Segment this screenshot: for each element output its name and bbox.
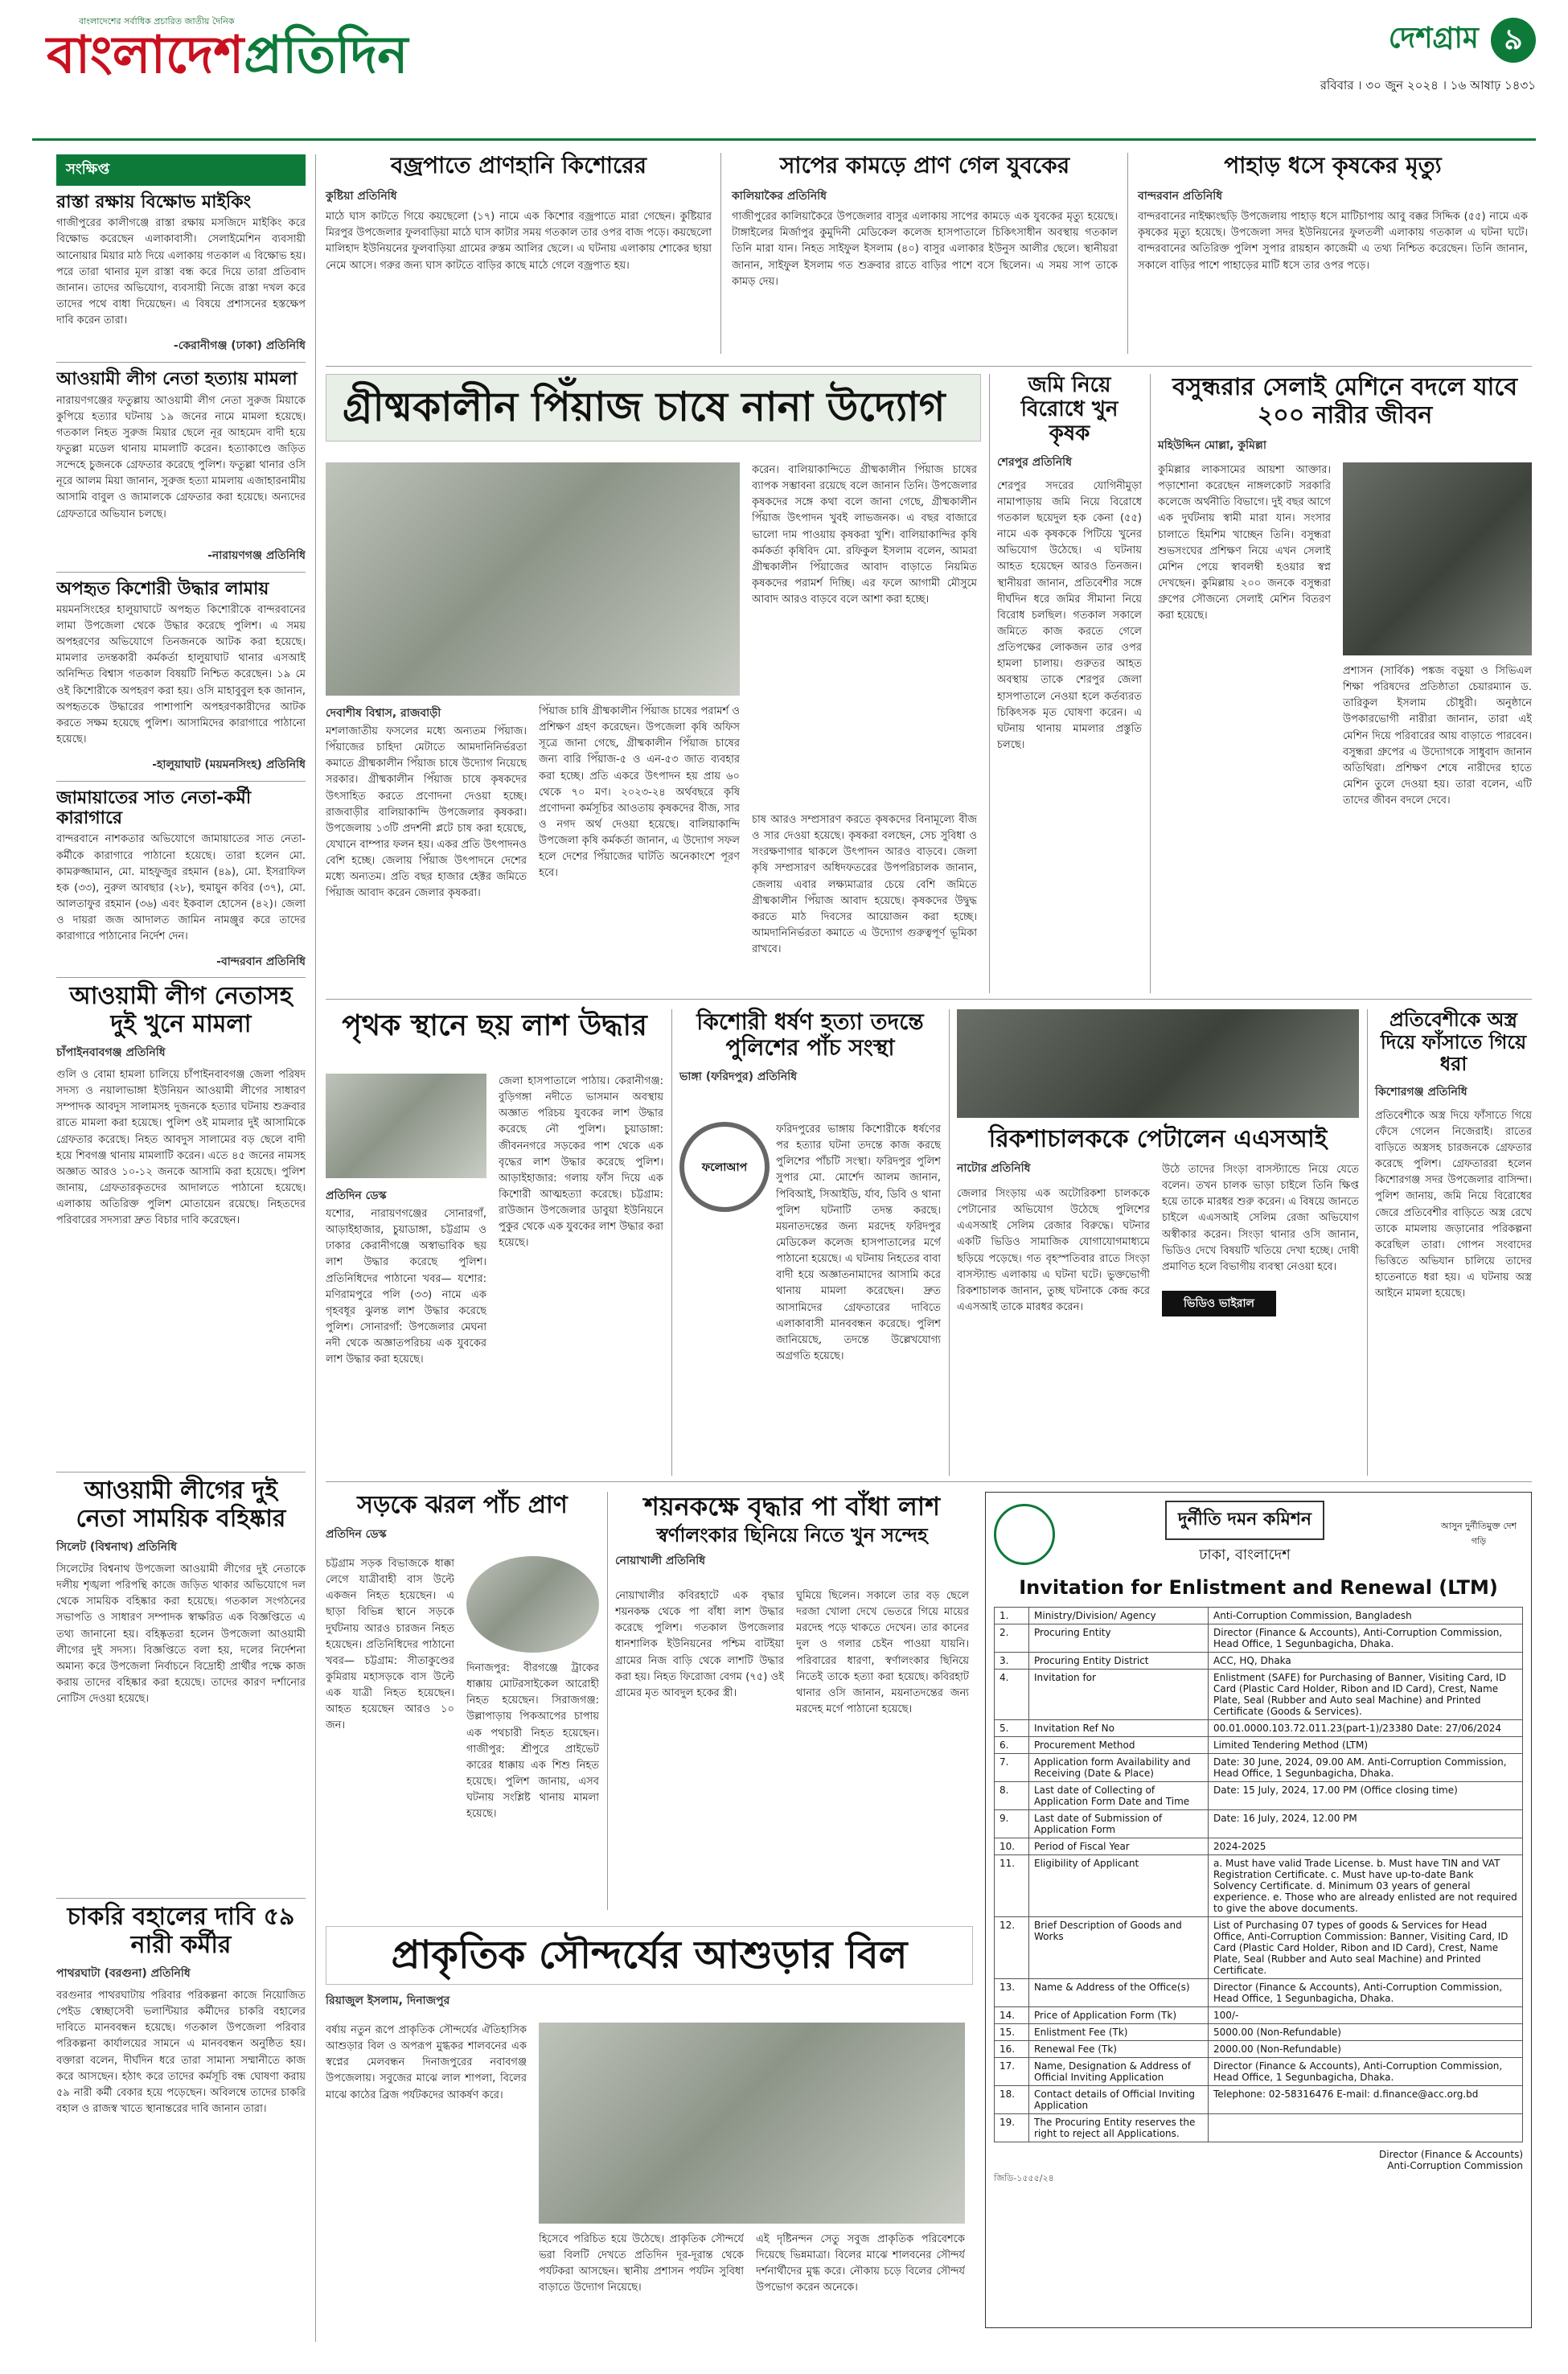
story-elderly-murder bbox=[615, 1492, 969, 1910]
story-byline: প্রতিদিন ডেস্ক bbox=[326, 1527, 387, 1541]
divider bbox=[326, 1481, 1532, 1482]
notice-row-number: 1. bbox=[995, 1608, 1029, 1624]
story-byline: ভাঙ্গা (ফরিদপুর) প্রতিনিধি bbox=[679, 1070, 798, 1084]
story-body-col1: বর্ষায় নতুন রূপে প্রাকৃতিক সৌন্দর্যের ঐতিহাসিক আশুড়ার বিল ও অপরূপ মুগ্ধকর শালবনের এক স্বপ্নের মেলবন্ধন দিনাজপুরের নবাবগঞ্জ উপজেলায়। সবুজের মাঝে লাল শাপলা, বিলের মাঝে কাঠের ব্রিজ পর্যটকদের আকর্ষণ করে। bbox=[326, 2024, 527, 2101]
notice-row bbox=[995, 1754, 1523, 1782]
story-land-dispute bbox=[997, 374, 1142, 993]
dateline: রবিবার । ৩০ জুন ২০২৪ । ১৬ আষাঢ় ১৪৩১ bbox=[1320, 78, 1536, 92]
notice-row-value: Date: 30 June, 2024, 09.00 AM. Anti-Corruption Commission, Head Office, 1 Segunbagicha, Dhaka. bbox=[1209, 1754, 1523, 1782]
story-road bbox=[326, 1492, 599, 1910]
notice-row-value: List of Purchasing 07 types of goods & Services for Head Office, Anti-Corruption Commission: Banner, Visiting Card, ID Card (Plastic Card Holder, Ribon and ID Card), Crest, Name Plate, Seal (Rubber and Auto seal Machine) and Printed Certificate. bbox=[1209, 1917, 1523, 1979]
story-byline: প্রতিদিন ডেস্ক bbox=[326, 1189, 387, 1202]
notice-motto: আসুন দুর্নীতিমুক্ত দেশ গড়ি bbox=[1440, 1521, 1517, 1546]
brief-item bbox=[56, 788, 306, 967]
story-body-col2: প্রশাসন (সার্বিক) পঙ্কজ বড়ুয়া ও সিভিএল শিক্ষা পরিষদের প্রতিষ্ঠাতা চেয়ারম্যান ড. তারিকুল ইসলাম চৌধুরী। অনুষ্ঠানে উপকারভোগী নারীরা জানান, তারা এই মেশিন দিয়ে পরিবারের আয় বাড়াতে পারবেন। বসুন্ধরা গ্রুপের এ উদ্যোগকে সাধুবাদ জানান অতিথিরা। প্রশিক্ষণ শেষে নারীদের হাতে মেশিন তুলে দেওয়া হয়। তারা বলেন, এটি তাদের জীবন বদলে দেবে। bbox=[1343, 665, 1532, 807]
lead-body-col4: চাষ আরও সম্প্রসারণ করতে কৃষকদের বিনামূল্যে বীজ ও সার দেওয়া হয়েছে। কৃষকরা বলছেন, সেচ সুবিধা ও সংরক্ষণাগার থাকলে উৎপাদন আরও বাড়বে। জেলা কৃষি সম্প্রসারণ অধিদফতরের উপপরিচালক জানান, জেলায় এবার লক্ষ্যমাত্রার চেয়ে বেশি জমিতে গ্রীষ্মকালীন পিঁয়াজ আবাদ হয়েছে। কৃষকদের উদ্বুদ্ধ করতে মাঠ দিবসের আয়োজন করা হচ্ছে। আমদানিনির্ভরতা কমাতে এ উদ্যোগ গুরুত্বপূর্ণ ভূমিকা রাখবে। bbox=[752, 814, 977, 956]
story-body-col1: জেলার সিংড়ায় এক অটোরিকশা চালককে পেটানোর অভিযোগ উঠেছে পুলিশের এএসআই সেলিম রেজার বিরুদ্ধে। ঘটনার একটি ভিডিও সামাজিক যোগাযোগমাধ্যমে ছড়িয়ে পড়েছে। গত বৃহস্পতিবার রাতে সিংড়া বাসস্ট্যান্ড এলাকায় এ ঘটনা ঘটে। ভুক্তভোগী রিকশাচালক জানান, তুচ্ছ ঘটনাকে কেন্দ্র করে এএসআই তাকে মারধর করেন। bbox=[957, 1188, 1150, 1313]
story-title[interactable]: সাপের কামড়ে প্রাণ গেল যুবকের bbox=[779, 152, 1070, 179]
notice-row bbox=[995, 1624, 1523, 1653]
story-title[interactable]: পাহাড় ধসে কৃষকের মৃত্যু bbox=[1224, 152, 1442, 179]
sewing-photo bbox=[1343, 462, 1532, 655]
notice-row-label: Name, Designation & Address of Official Inviting Application bbox=[1029, 2058, 1209, 2086]
notice-row-number: 14. bbox=[995, 2007, 1029, 2024]
lead-photo bbox=[326, 462, 740, 696]
notice-row bbox=[995, 2058, 1523, 2086]
brief-body: ময়মনসিংহের হালুয়াঘাটে অপহৃত কিশোরীকে বান্দরবানের লামা উপজেলা থেকে উদ্ধার করেছে পুলিশ। এ সময় অপহরণের অভিযোগে তিনজনকে আটক করা হয়েছে। মামলার তদন্তকারী কর্মকর্তা হালুয়াঘাট থানার এসআই অনিন্দিত বিশ্বাস গতকাল বিষয়টি নিশ্চিত করেছেন। ১৯ মে ওই কিশোরীকে অপহরণ করা হয়। ওসি মাহাবুবুল হক জানান, অপহৃতকে উদ্ধারের পাশাপাশি অপহরণকারীদের আটক করতে সক্ষম হয়েছে পুলিশ। আসামিদের কারাগারে পাঠানো হয়েছে। bbox=[56, 603, 306, 746]
notice-row-value: Director (Finance & Accounts), Anti-Corruption Commission, Head Office, 1 Segunbagicha, Dhaka. bbox=[1209, 2058, 1523, 2086]
notice-row-label: Renewal Fee (Tk) bbox=[1029, 2041, 1209, 2058]
story-subtitle: স্বর্ণালংকার ছিনিয়ে নিতে খুন সন্দেহ bbox=[656, 1523, 928, 1546]
notice-row-label: Period of Fiscal Year bbox=[1029, 1838, 1209, 1855]
notice-row bbox=[995, 1782, 1523, 1810]
sidebar-briefs bbox=[56, 154, 306, 967]
notice-row bbox=[995, 1737, 1523, 1754]
brief-body: গাজীপুরের কালীগঞ্জে রাস্তা রক্ষায় মসজিদে মাইকিং করে বিক্ষোভ করেছেন এলাকাবাসী। সেলাইমেশিন ব্যবসায়ী আনোয়ার মিয়ার মাঠ দিয়ে এলাকায় গতকাল এ বিক্ষোভ হয়। পরে তারা থানার মূল রাস্তা বন্ধ করে দিয়ে তারা প্রতিবাদ জানান। তাদের অভিযোগ, ব্যবসায়ী নিজে রাস্তা দখল করে তাদের পথে বাধা দিয়েছেন। এ বিষয়ে প্রশাসনের হস্তক্ষেপ দাবি করেন তারা। bbox=[56, 217, 306, 327]
notice-row-value: Enlistment (SAFE) for Purchasing of Banner, Visiting Card, ID Card (Plastic Card Holder, Ribon and ID Card), Crest, Name Plate, Seal (Rubber and Auto seal Machine) and Printed Certificate (Goods & Services). bbox=[1209, 1670, 1523, 1720]
signature-title: Director (Finance & Accounts) bbox=[1379, 2149, 1523, 2160]
story-title[interactable]: রিকশাচালককে পেটালেন এএসআই bbox=[988, 1125, 1328, 1153]
notice-row-number: 12. bbox=[995, 1917, 1029, 1979]
story-body: শেরপুর সদরের যোগিনীমুড়া নামাপাড়ায় জমি নিয়ে বিরোধে গতকাল ছয়েদুল হক কেনা (৫৫) নামে এক কৃষককে পিটিয়ে খুনের অভিযোগ উঠেছে। এ ঘটনায় আহত হয়েছেন আরও তিনজন। স্থানীয়রা জানান, প্রতিবেশীর সঙ্গে দীর্ঘদিন ধরে জমির সীমানা নিয়ে বিরোধ চলছিল। গতকাল সকালে জমিতে কাজ করতে গেলে প্রতিপক্ষের লোকজন তার ওপর হামলা চালায়। গুরুতর আহত অবস্থায় তাকে শেরপুর জেলা হাসপাতালে নেওয়া হলে কর্তব্যরত চিকিৎসক মৃত ঘোষণা করেন। এ ঘটনায় থানায় মামলার প্রস্তুতি চলছে। bbox=[997, 479, 1142, 751]
notice-row-value: 00.01.0000.103.72.011.23(part-1)/23380 Date: 27/06/2024 bbox=[1209, 1720, 1523, 1737]
notice-row bbox=[995, 1855, 1523, 1917]
beel-photo bbox=[539, 2023, 965, 2224]
notice-row-label: Enlistment Fee (Tk) bbox=[1029, 2024, 1209, 2041]
story-title[interactable]: পৃথক স্থানে ছয় লাশ উদ্ধার bbox=[342, 1009, 647, 1042]
column-rule bbox=[1150, 374, 1151, 993]
followup-label: ফলোআপ bbox=[699, 1160, 750, 1176]
brief-title[interactable]: জামায়াতের সাত নেতা-কর্মী কারাগারে bbox=[56, 787, 252, 829]
notice-row-label: Brief Description of Goods and Works bbox=[1029, 1917, 1209, 1979]
notice-row-value: 5000.00 (Non-Refundable) bbox=[1209, 2024, 1523, 2041]
page-number: ৯ bbox=[1491, 18, 1536, 63]
divider bbox=[56, 977, 306, 978]
story-body-col2: উঠে তাদের সিংড়া বাসস্ট্যান্ডে নিয়ে যেতে বলেন। তখন চালক ভাড়া চাইলে তিনি ক্ষিপ্ত হয়ে তাকে মারধর শুরু করেন। এ বিষয়ে জানতে চাইলে এএসআই সেলিম রেজা অভিযোগ অস্বীকার করেন। সিংড়া থানার ওসি জানান, ভিডিও দেখে বিষয়টি খতিয়ে দেখা হচ্ছে। দোষী প্রমাণিত হলে বিভাগীয় ব্যবস্থা নেওয়া হবে। bbox=[1162, 1164, 1359, 1273]
notice-row-value: ACC, HQ, Dhaka bbox=[1209, 1653, 1523, 1670]
notice-row bbox=[995, 1979, 1523, 2007]
notice-row-number: 11. bbox=[995, 1855, 1029, 1917]
notice-row-value: Date: 16 July, 2024, 12.00 PM bbox=[1209, 1810, 1523, 1838]
notice-row bbox=[995, 1810, 1523, 1838]
notice-row-label: Invitation for bbox=[1029, 1670, 1209, 1720]
notice-row-label: Procuring Entity District bbox=[1029, 1653, 1209, 1670]
lead-byline: দেবাশীষ বিশ্বাস, রাজবাড়ী bbox=[326, 707, 441, 720]
section-name: দেশগ্রাম bbox=[1388, 22, 1479, 55]
story-title[interactable]: আওয়ামী লীগের দুই নেতা সাময়িক বহিষ্কার bbox=[76, 1477, 286, 1533]
notice-row-value: Limited Tendering Method (LTM) bbox=[1209, 1737, 1523, 1754]
lead-body-col2: পিঁয়াজ চাষি গ্রীষ্মকালীন পিঁয়াজ চাষের পরামর্শ ও প্রশিক্ষণ গ্রহণ করেছেন। উপজেলা কৃষি অফিস সূত্রে জানা গেছে, গ্রীষ্মকালীন পিঁয়াজ চাষের জন্য বারি পিঁয়াজ-৫ ও এন-৫৩ জাত ব্যবহার করা হচ্ছে। প্রতি একরে উৎপাদন হয় প্রায় ৬০ থেকে ৭০ মণ। ২০২৩-২৪ অর্থবছরে কৃষি প্রণোদনা কর্মসূচির আওতায় কৃষকদের বীজ, সার ও নগদ অর্থ দেওয়া হয়েছে। বালিয়াকান্দি উপজেলা কৃষি কর্মকর্তা জানান, এ উদ্যোগ সফল হলে দেশের পিঁয়াজের ঘাটতি অনেকাংশে পূরণ হবে। bbox=[539, 705, 740, 880]
notice-row-value: Telephone: 02-58316476 E-mail: d.finance@acc.org.bd bbox=[1209, 2086, 1523, 2114]
notice-row-number: 17. bbox=[995, 2058, 1029, 2086]
divider bbox=[56, 1898, 306, 1899]
notice-row-label: Procurement Method bbox=[1029, 1737, 1209, 1754]
story-body: গুলি ও বোমা হামলা চালিয়ে চাঁপাইনবাবগঞ্জ জেলা পরিষদ সদস্য ও নয়ালাভাঙ্গা ইউনিয়ন আওয়ামী লীগের সাধারণ সম্পাদক আবদুস সালামসহ দুজনকে হত্যার ঘটনায় শুক্রবার রাতে মামলা করা হয়েছে। পুলিশ ওই মামলার দুই আসামিকে গ্রেফতার করেছে। নিহত আবদুস সালামের বড় ছেলে বাদী হয়ে শিবগঞ্জ থানায় মামলাটি করেন। এতে ৪৫ জনের নামসহ অজ্ঞাত আরও ১০-১২ জনকে আসামি করা হয়েছে। পুলিশ জানায়, গ্রেফতারকৃতদের আদালতে পাঠানো হয়েছে। এলাকায় অতিরিক্ত পুলিশ মোতায়েন রয়েছে। নিহতদের পরিবারের সদস্যরা দ্রুত বিচার দাবি করেছেন। bbox=[56, 1069, 306, 1227]
brief-body: বান্দরবানে নাশকতার অভিযোগে জামায়াতের সাত নেতা-কর্মীকে কারাগারে পাঠানো হয়েছে। তারা হলেন মো. কামরুজ্জামান, মো. মাহফুজুর রহমান (৪৯), মো. ইসরাফিল হক (৩৩), নুরুল আবছার (২৮), হুমায়ুন কবির (৩৭), মো. আলতাফুর রহমান (৩৬) এবং ইকবাল হোসেন (৪২)। জেলা ও দায়রা জজ আদালত জামিন নামঞ্জুর করে তাদের কারাগারে পাঠানোর নির্দেশ দেন। bbox=[56, 833, 306, 943]
story-title[interactable]: কিশোরী ধর্ষণ হত্যা তদন্তে পুলিশের পাঁচ সংস্থা bbox=[696, 1008, 924, 1062]
notice-row-value bbox=[1209, 2114, 1523, 2142]
notice-row bbox=[995, 1670, 1523, 1720]
story-byline: রিয়াজুল ইসলাম, দিনাজপুর bbox=[326, 1994, 450, 2008]
story-title[interactable]: প্রতিবেশীকে অস্ত্র দিয়ে ফাঁসাতে গিয়ে ধরা bbox=[1380, 1008, 1527, 1076]
notice-row-value: Anti-Corruption Commission, Bangladesh bbox=[1209, 1608, 1523, 1624]
notice-row-number: 7. bbox=[995, 1754, 1029, 1782]
story-body-col1: কুমিল্লার লাকসামের আয়শা আক্তার। পড়াশোনা করেছেন নাঙ্গলকোট সরকারি কলেজে অর্থনীতি বিভাগে। দুই বছর আগে এক দুর্ঘটনায় স্বামী মারা যান। সংসার চালাতে হিমশিম খাচ্ছেন তিনি। বসুন্ধরা শুভসংঘের প্রশিক্ষণ নিয়ে এখন সেলাই মেশিন পেয়ে স্বাবলম্বী হওয়ার স্বপ্ন দেখছেন। কুমিল্লায় ২০০ জনকে বসুন্ধরা গ্রুপের সৌজন্যে সেলাই মেশিন বিতরণ করা হয়েছে। bbox=[1158, 464, 1331, 622]
divider bbox=[326, 366, 1532, 367]
story-body: গাজীপুরের কালিয়াকৈরে উপজেলার বাসুর এলাকায় সাপের কামড়ে এক যুবকের মৃত্যু হয়েছে। টাঙ্গাইলের মির্জাপুর কুমুদিনী মেডিকেল কলেজ হাসপাতালে চিকিৎসাধীন অবস্থায় গতকাল তিনি মারা যান। নিহত সাইফুল ইসলাম (৪০) বাসুর এলাকার ইউনুস আলীর ছেলে। স্থানীয়রা জানান, সাইফুল ইসলাম গত শুক্রবার রাতে বাড়ির পাশে বসে ছিলেন। এ সময় সাপ তাকে কামড় দেয়। bbox=[732, 211, 1118, 288]
road-illustration bbox=[466, 1556, 599, 1653]
lead-title[interactable]: গ্রীষ্মকালীন পিঁয়াজ চাষে নানা উদ্যোগ bbox=[326, 374, 981, 442]
notice-row-number: 4. bbox=[995, 1670, 1029, 1720]
brief-byline: -নারায়ণগঞ্জ প্রতিনিধি bbox=[207, 548, 306, 562]
lead-body-col3: করেন। বালিয়াকান্দিতে গ্রীষ্মকালীন পিঁয়াজ চাষের ব্যাপক সম্ভাবনা রয়েছে বলে জানান তিনি। উপজেলার কৃষকদের সঙ্গে কথা বলে জানা গেছে, গ্রীষ্মকালীন পিঁয়াজ উৎপাদন খুবই লাভজনক। এ বছর বাজারে ভালো দাম পাওয়ায় কৃষকরা খুশি। বালিয়াকান্দির কৃষি কর্মকর্তা কৃষিবিদ মো. রফিকুল ইসলাম বলেন, আমরা গ্রীষ্মকালীন পিঁয়াজের আবাদ বাড়াতে নিয়মিত কৃষকদের পরামর্শ দিচ্ছি। এর ফলে আগামী মৌসুমে আবাদ আরও বাড়বে বলে আশা করা হচ্ছে। bbox=[752, 464, 977, 606]
story-photo bbox=[326, 1074, 486, 1178]
notice-table bbox=[994, 1607, 1523, 2142]
story-title[interactable]: বসুন্ধরার সেলাই মেশিনে বদলে যাবে ২০০ নারীর জীবন bbox=[1172, 373, 1518, 429]
column-rule bbox=[989, 374, 990, 993]
notice-org-bangla: দুর্নীতি দমন কমিশন bbox=[1165, 1501, 1324, 1540]
story-body-col2: জেলা হাসপাতালে পাঠায়। কেরানীগঞ্জ: বুড়িগঙ্গা নদীতে ভাসমান অবস্থায় অজ্ঞাত পরিচয় যুবকের লাশ উদ্ধার করেছে নৌ পুলিশ। চুয়াডাঙ্গা: জীবননগরে সড়কের পাশ থেকে এক বৃদ্ধের লাশ উদ্ধার করেছে পুলিশ। আড়াইহাজার: গলায় ফাঁস দিয়ে এক কিশোরী আত্মহত্যা করেছে। চট্টগ্রাম: রাউজান উপজেলার ডাবুয়া ইউনিয়নে পুকুর থেকে এক যুবকের লাশ উদ্ধার করা হয়েছে। bbox=[499, 1075, 663, 1250]
lead-body-col1: মশলাজাতীয় ফসলের মধ্যে অন্যতম পিঁয়াজ। পিঁয়াজের চাহিদা মেটাতে আমদানিনির্ভরতা কমাতে গ্রীষ্মকালীন পিঁয়াজ চাষে উদ্যোগ নিয়েছে সরকার। গ্রীষ্মকালীন পিঁয়াজ চাষে কৃষকদের উৎসাহিত করতে প্রণোদনা দেওয়া হচ্ছে। রাজবাড়ীর বালিয়াকান্দি উপজেলার কৃষকরা। উপজেলায় ১৩টি প্রদর্শনী প্লটে চাষ করা হয়েছে, যেখানে বাম্পার ফলন হয়। একর প্রতি উৎপাদনও বেশি হচ্ছে। জেলায় পিঁয়াজ উৎপাদনে দেশের মধ্যে অন্যতম। প্রতি বছর হাজার হেক্টর জমিতে পিঁয়াজ আবাদ করেন জেলার কৃষকরা। bbox=[326, 725, 527, 900]
story-title[interactable]: শয়নকক্ষে বৃদ্ধার পা বাঁধা লাশ bbox=[643, 1491, 941, 1522]
brief-item bbox=[56, 369, 306, 565]
brief-byline: -বান্দরবান প্রতিনিধি bbox=[216, 955, 306, 967]
story-sewing bbox=[1158, 374, 1532, 993]
story-body-col3: এই দৃষ্টিনন্দন সেতু সবুজ প্রাকৃতিক পরিবেশকে দিয়েছে ভিন্নমাত্রা। বিলের মাঝে শালবনের সৌন্দর্য দর্শনার্থীদের মুগ্ধ করে। নৌকায় চড়ে বিলের সৌন্দর্য উপভোগ করেন অনেকে। bbox=[756, 2233, 965, 2294]
notice-row-label: Contact details of Official Inviting Application bbox=[1029, 2086, 1209, 2114]
masthead-rule bbox=[32, 138, 1536, 141]
story-byline: বান্দরবান প্রতিনিধি bbox=[1138, 190, 1223, 203]
column-rule bbox=[1127, 153, 1128, 354]
story-byline: নাটোর প্রতিনিধি bbox=[957, 1161, 1031, 1175]
notice-row-number: 5. bbox=[995, 1720, 1029, 1737]
notice-row-label: Price of Application Form (Tk) bbox=[1029, 2007, 1209, 2024]
divider bbox=[56, 362, 306, 363]
notice-row-label: Name & Address of the Office(s) bbox=[1029, 1979, 1209, 2007]
column-rule bbox=[671, 1009, 672, 1476]
masthead-name bbox=[47, 26, 408, 85]
story-ashura-beel bbox=[326, 1926, 973, 2332]
masthead-name-part2: প্রতিদিন bbox=[244, 26, 408, 85]
story-body-col2: দিনাজপুর: বীরগঞ্জে ট্রাকের ধাক্কায় মোটরসাইকেল আরোহী নিহত হয়েছেন। সিরাজগঞ্জ: উল্লাপাড়ায় পিকআপের চাপায় এক পথচারী নিহত হয়েছেন। গাজীপুর: শ্রীপুরে প্রাইভেট কারের ধাক্কায় এক শিশু নিহত হয়েছে। পুলিশ জানায়, এসব ঘটনায় সংশ্লিষ্ট থানায় মামলা হয়েছে। bbox=[466, 1662, 599, 1821]
story-body: মাঠে ঘাস কাটতে গিয়ে কয়ছেলো (১৭) নামে এক কিশোর বজ্রপাতে মারা গেছেন। কুষ্টিয়ার মিরপুর উপজেলার ফুলবাড়িয়া মাঠে ঘাস কাটার সময় গতকাল তার ওপর বাজ পড়ে। কয়ছেলো মালিহাদ ইউনিয়নের ফুলবাড়িয়া গ্রামের রুস্তম আলির ছেলে। এ ঘটনায় এলাকায় শোকের ছায়া নেমে আসে। গরুর জন্য ঘাস কাটতে বাড়ির কাছে মাঠে গেলে বজ্রপাত হয়। bbox=[326, 211, 712, 272]
notice-row-value: a. Must have valid Trade License. b. Must have TIN and VAT Registration Certificate. c. Must have up-to-date Bank Solvency Certificate. d. Minimum 03 years of general experience. e. Those who are already enlisted are not required to give the above documents. bbox=[1209, 1855, 1523, 1917]
notice-row-value: Date: 15 July, 2024, 17.00 PM (Office closing time) bbox=[1209, 1782, 1523, 1810]
story-body: সিলেটের বিশ্বনাথ উপজেলা আওয়ামী লীগের দুই নেতাকে দলীয় শৃঙ্খলা পরিপন্থি কাজে জড়িত থাকার অভিযোগে দল থেকে সাময়িক বহিষ্কার করা হয়েছে। গতকাল সংগঠনের সভাপতি ও সাধারণ সম্পাদক স্বাক্ষরিত এক বিজ্ঞপ্তিতে এ তথ্য জানানো হয়। বহিষ্কৃতরা হলেন উপজেলা আওয়ামী লীগের দুই সদস্য। বিজ্ঞপ্তিতে বলা হয়, দলের নির্দেশনা অমান্য করে উপজেলা নির্বাচনে বিদ্রোহী প্রার্থীর পক্ষে কাজ করায় তাদের বহিষ্কার করা হয়েছে। তাদের কারণ দর্শানোর নোটিস দেওয়া হয়েছে। bbox=[56, 1563, 306, 1706]
story-photo bbox=[957, 1009, 1359, 1118]
story-lightning bbox=[326, 153, 712, 362]
story-title[interactable]: প্রাকৃতিক সৌন্দর্যের আশুড়ার বিল bbox=[326, 1926, 973, 1985]
notice-row-number: 15. bbox=[995, 2024, 1029, 2041]
story-byline: নোয়াখালী প্রতিনিধি bbox=[615, 1555, 706, 1568]
column-rule bbox=[1367, 1009, 1368, 1476]
story-body: ফরিদপুরের ভাঙ্গায় কিশোরীকে ধর্ষণের পর হত্যার ঘটনা তদন্তে কাজ করছে পুলিশের পাঁচটি সংস্থা। ফরিদপুর পুলিশ সুপার মো. মোর্শেদ আলম জানান, পিবিআই, সিআইডি, র্যাব, ডিবি ও থানা পুলিশ ঘটনাটি তদন্ত করছে। ময়নাতদন্তের জন্য মরদেহ ফরিদপুর মেডিকেল কলেজ হাসপাতালের মর্গে পাঠানো হয়েছে। এ ঘটনায় নিহতের বাবা বাদী হয়ে অজ্ঞাতনামাদের আসামি করে থানায় মামলা করেছেন। দ্রুত আসামিদের গ্রেফতারের দাবিতে এলাকাবাসী মানববন্ধন করেছে। পুলিশ জানিয়েছে, তদন্তে উল্লেখযোগ্য অগ্রগতি হয়েছে। bbox=[776, 1123, 941, 1362]
story-body: বরগুনার পাথরঘাটায় পরিবার পরিকল্পনা কাজে নিয়োজিত পেইড স্বেচ্ছাসেবী ভলান্টিয়ার কর্মীদের চাকরি বহালের দাবিতে মানববন্ধন হয়েছে। গতকাল উপজেলা পরিবার পরিকল্পনা কার্যালয়ের সামনে এ মানববন্ধন অনুষ্ঠিত হয়। বক্তারা বলেন, দীর্ঘদিন ধরে তারা সামান্য সম্মানীতে কাজ করে আসছেন। হঠাৎ করে তাদের কর্মসূচি বন্ধ ঘোষণা করায় ৫৯ নারী কর্মী বেকার হয়ে পড়েছেন। অবিলম্বে তাদের চাকরি বহাল ও রাজস্ব খাতে স্থানান্তরের দাবি জানান তারা। bbox=[56, 1990, 306, 2115]
brief-title[interactable]: রাস্তা রক্ষায় বিক্ষোভ মাইকিং bbox=[56, 192, 252, 212]
story-landslide bbox=[1138, 153, 1528, 362]
notice-row-label: Application form Availability and Receiving (Date & Place) bbox=[1029, 1754, 1209, 1782]
notice-row-number: 9. bbox=[995, 1810, 1029, 1838]
story-byline: শেরপুর প্রতিনিধি bbox=[997, 455, 1072, 469]
story-rape-case bbox=[679, 1009, 941, 1476]
story-byline: চাঁপাইনবাবগঞ্জ প্রতিনিধি bbox=[56, 1046, 166, 1059]
notice-row-label: Procuring Entity bbox=[1029, 1624, 1209, 1653]
signature-org: Anti-Corruption Commission bbox=[1387, 2160, 1523, 2171]
story-title[interactable]: চাকরি বহালের দাবি ৫৯ নারী কর্মীর bbox=[67, 1903, 295, 1959]
divider bbox=[56, 572, 306, 573]
column-rule bbox=[720, 153, 721, 354]
story-body: বান্দরবানের নাইক্ষ্যংছড়ি উপজেলায় পাহাড় ধসে মাটিচাপায় আবু বক্কর সিদ্দিক (৫৫) নামে এক কৃষকের মৃত্যু হয়েছে। উপজেলা সদর ইউনিয়নের ফুলতলী এলাকায় গতকাল এ ঘটনা ঘটে। বান্দরবানের অতিরিক্ত পুলিশ সুপার রায়হান কাজেমী এ তথ্য নিশ্চিত করেছেন। তিনি জানান, সকালে বাড়ির পাশে পাহাড়ের মাটি ধসে তার ওপর পড়ে। bbox=[1138, 211, 1528, 272]
brief-byline: -কেরানীগঞ্জ (ঢাকা) প্রতিনিধি bbox=[173, 339, 306, 353]
notice-row-number: 10. bbox=[995, 1838, 1029, 1855]
masthead-tagline: বাংলাদেশের সর্বাধিক প্রচারিত জাতীয় দৈনিক bbox=[79, 16, 235, 27]
story-title[interactable]: বজ্রপাতে প্রাণহানি কিশোরের bbox=[390, 152, 647, 179]
acc-seal-icon bbox=[994, 1504, 1055, 1565]
story-body: প্রতিবেশীকে অস্ত্র দিয়ে ফাঁসাতে গিয়ে ফেঁসে গেলেন নিজেরাই। রাতের বাড়িতে অস্ত্রসহ চারজনকে গ্রেফতার করেছে পুলিশ। গ্রেফতাররা হলেন কিশোরগঞ্জ সদর উপজেলার বাসিন্দা। পুলিশ জানায়, জমি নিয়ে বিরোধের জেরে প্রতিবেশীর বাড়িতে অস্ত্র রেখে তাকে মামলায় জড়ানোর পরিকল্পনা করেছিল তারা। গোপন সংবাদের ভিত্তিতে অভিযান চালিয়ে তাদের হাতেনাতে ধরা হয়। এ ঘটনায় অস্ত্র আইনে মামলা হয়েছে। bbox=[1375, 1109, 1532, 1300]
brief-item bbox=[56, 579, 306, 774]
tender-notice bbox=[985, 1492, 1532, 2328]
story-rickshaw bbox=[957, 1009, 1359, 1476]
divider bbox=[56, 781, 306, 782]
story-neighbor bbox=[1375, 1009, 1532, 1476]
notice-row bbox=[995, 2086, 1523, 2114]
notice-row-number: 13. bbox=[995, 1979, 1029, 2007]
followup-icon bbox=[679, 1122, 770, 1212]
notice-row bbox=[995, 1720, 1523, 1737]
notice-row bbox=[995, 2041, 1523, 2058]
notice-row-number: 8. bbox=[995, 1782, 1029, 1810]
story-byline: মহিউদ্দিন মোল্লা, কুমিল্লা bbox=[1158, 439, 1266, 452]
story-title[interactable]: জমি নিয়ে বিরোধে খুন কৃষক bbox=[1020, 373, 1119, 446]
column-rule bbox=[949, 1009, 950, 1476]
notice-row bbox=[995, 2007, 1523, 2024]
story-byline: কুষ্টিয়া প্রতিনিধি bbox=[326, 190, 397, 203]
story-body-col1: নোয়াখালীর কবিরহাটে এক বৃদ্ধার শয়নকক্ষ থেকে পা বাঁধা লাশ উদ্ধার করেছে পুলিশ। গতকাল উপজেলার ধানশালিক ইউনিয়নের পশ্চিম বাটইয়া গ্রামের নিজ বাড়ি থেকে লাশটি উদ্ধার করা হয়। নিহত ফিরোজা বেগম (৭৫) ওই গ্রামের মৃত আবদুল হকের স্ত্রী। bbox=[615, 1590, 784, 1699]
brief-title[interactable]: অপহৃত কিশোরী উদ্ধার লামায় bbox=[56, 578, 269, 599]
notice-row bbox=[995, 1917, 1523, 1979]
notice-row-value: Director (Finance & Accounts), Anti-Corruption Commission, Head Office, 1 Segunbagicha, Dhaka. bbox=[1209, 1979, 1523, 2007]
video-viral-badge: ভিডিও ভাইরাল bbox=[1162, 1291, 1276, 1316]
notice-location: ঢাকা, বাংলাদেশ bbox=[1199, 1546, 1291, 1563]
notice-row-value: 2000.00 (Non-Refundable) bbox=[1209, 2041, 1523, 2058]
story-byline: কিশোরগঞ্জ প্রতিনিধি bbox=[1375, 1085, 1467, 1099]
masthead-name-part1: বাংলাদেশ bbox=[47, 26, 244, 85]
notice-row-number: 6. bbox=[995, 1737, 1029, 1754]
notice-heading: Invitation for Enlistment and Renewal (LTM) bbox=[1019, 1576, 1498, 1599]
notice-row-number: 19. bbox=[995, 2114, 1029, 2142]
notice-row-value: Director (Finance & Accounts), Anti-Corruption Commission, Head Office, 1 Segunbagicha, Dhaka. bbox=[1209, 1624, 1523, 1653]
notice-row-label: Last date of Collecting of Application Form Date and Time bbox=[1029, 1782, 1209, 1810]
story-awami-suspend bbox=[56, 1472, 306, 1890]
column-rule bbox=[315, 154, 316, 2342]
story-body-col1: যশোর, নারায়ণগঞ্জের সোনারগাঁ, আড়াইহাজার, চুয়াডাঙ্গা, চট্টগ্রাম ও ঢাকার কেরানীগঞ্জে অস্বাভাবিক ছয় লাশ উদ্ধার করেছে পুলিশ। প্রতিনিধিদের পাঠানো খবর— যশোর: মণিরামপুরে পলি (৩৩) নামে এক গৃহবধূর ঝুলন্ত লাশ উদ্ধার করেছে পুলিশ। সোনারগাঁ: উপজেলার মেঘনা নদী থেকে অজ্ঞাতপরিচয় এক যুবকের লাশ উদ্ধার করা হয়েছে। bbox=[326, 1208, 486, 1366]
notice-row-label: Eligibility of Applicant bbox=[1029, 1855, 1209, 1917]
story-body-col1: চট্টগ্রাম সড়ক বিভাজকে ধাক্কা লেগে যাত্রীবাহী বাস উল্টে একজন নিহত হয়েছেন। এ ছাড়া বিভিন্ন স্থানে সড়কে দুর্ঘটনায় আরও চারজন নিহত হয়েছেন। প্রতিনিধিদের পাঠানো খবর— চট্টগ্রাম: সীতাকুণ্ডের কুমিরায় মহাসড়কে বাস উল্টে এক যাত্রী নিহত হয়েছেন। আহত হয়েছেন আরও ১০ জন। bbox=[326, 1558, 454, 1732]
sidebar-header: সংক্ষিপ্ত bbox=[56, 154, 306, 186]
notice-row-number: 3. bbox=[995, 1653, 1029, 1670]
brief-title[interactable]: আওয়ামী লীগ নেতা হত্যায় মামলা bbox=[56, 369, 298, 390]
story-body-col2: হিসেবে পরিচিত হয়ে উঠেছে। প্রাকৃতিক সৌন্দর্যে ভরা বিলটি দেখতে প্রতিদিন দূর-দূরান্ত থেকে পর্যটকরা আসছেন। স্থানীয় প্রশাসন পর্যটন সুবিধা বাড়াতে উদ্যোগ নিয়েছে। bbox=[539, 2233, 744, 2294]
gd-reference: জিডি-১৫৫৫/২৪ bbox=[994, 2173, 1054, 2183]
story-six-bodies bbox=[326, 1009, 663, 1476]
notice-row bbox=[995, 2114, 1523, 2142]
notice-row bbox=[995, 1653, 1523, 1670]
masthead-logo[interactable] bbox=[47, 14, 408, 135]
notice-row bbox=[995, 1838, 1523, 1855]
story-snakebite bbox=[732, 153, 1118, 362]
story-byline: কালিয়াকৈর প্রতিনিধি bbox=[732, 190, 827, 203]
notice-row-label: Last date of Submission of Application Form bbox=[1029, 1810, 1209, 1838]
column-rule bbox=[607, 1492, 608, 1910]
story-byline: সিলেট (বিশ্বনাথ) প্রতিনিধি bbox=[56, 1541, 177, 1554]
story-title[interactable]: আওয়ামী লীগ নেতাসহ দুই খুনে মামলা bbox=[69, 982, 293, 1038]
notice-row-value: 100/- bbox=[1209, 2007, 1523, 2024]
story-byline: পাথরঘাটা (বরগুনা) প্রতিনিধি bbox=[56, 1967, 191, 1980]
story-title[interactable]: সড়কে ঝরল পাঁচ প্রাণ bbox=[357, 1491, 568, 1519]
notice-row-value: 2024-2025 bbox=[1209, 1838, 1523, 1855]
brief-body: নারায়ণগঞ্জের ফতুল্লায় আওয়ামী লীগ নেতা সুরুজ মিয়াকে কুপিয়ে হত্যার ঘটনায় ১৯ জনের নামে মামলা হয়েছে। গতকাল নিহত সুরুজ মিয়ার ছেলে নূর আহমেদ বাদী হয়ে ফতুল্লা মডেল থানায় মামলাটি করেন। হত্যাকাণ্ডে জড়িত সন্দেহে চুজনকে গ্রেফতার করেছে পুলিশ। ফতুল্লা থানার ওসি নূরে আলম মিয়া জানান, সুরুজ হত্যা মামলায় এজাহারনামীয় আসামি বাবুল ও জামালকে গ্রেফতার করা হয়েছে। অন্যদের গ্রেফতারে অভিযান চলছে। bbox=[56, 394, 306, 520]
brief-byline: -হালুয়াঘাট (ময়মনসিংহ) প্রতিনিধি bbox=[152, 758, 306, 771]
notice-row-label: Invitation Ref No bbox=[1029, 1720, 1209, 1737]
story-awami-case bbox=[56, 977, 306, 1460]
notice-row-number: 18. bbox=[995, 2086, 1029, 2114]
story-women-demand bbox=[56, 1898, 306, 2332]
notice-row-number: 2. bbox=[995, 1624, 1029, 1653]
notice-row-label: The Procuring Entity reserves the right to reject all Applications. bbox=[1029, 2114, 1209, 2142]
notice-row bbox=[995, 2024, 1523, 2041]
notice-row bbox=[995, 1608, 1523, 1624]
brief-item bbox=[56, 192, 306, 355]
story-body-col2: ঘুমিয়ে ছিলেন। সকালে তার বড় ছেলে দরজা খোলা দেখে ভেতরে গিয়ে মায়ের মরদেহ পড়ে থাকতে দেখেন। তার কানের দুল ও গলার চেইন পাওয়া যায়নি। পরিবারের ধারণা, স্বর্ণালংকার ছিনিয়ে নিতেই তাকে হত্যা করা হয়েছে। কবিরহাট থানার ওসি জানান, ময়নাতদন্তের জন্য মরদেহ মর্গে পাঠানো হয়েছে। bbox=[796, 1590, 969, 1715]
notice-row-number: 16. bbox=[995, 2041, 1029, 2058]
notice-row-label: Ministry/Division/ Agency bbox=[1029, 1608, 1209, 1624]
section-header bbox=[1198, 16, 1536, 64]
divider bbox=[326, 999, 1532, 1000]
